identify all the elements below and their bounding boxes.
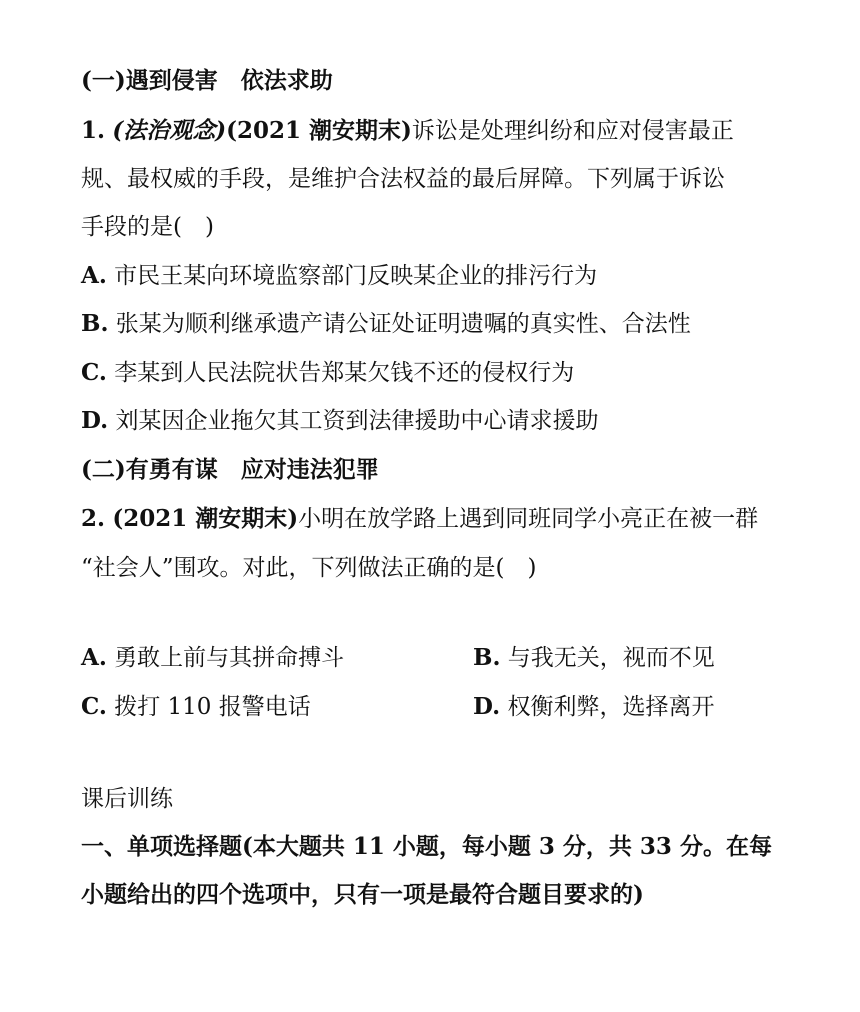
option-letter: D. <box>81 407 109 434</box>
question-2-option-d <box>473 692 714 722</box>
option-text: 勇敢上前与其拼命搏斗 <box>114 645 345 671</box>
question-2-option-c <box>81 692 311 722</box>
option-text: 拨打 110 报警电话 <box>114 694 311 720</box>
question-1-line-1 <box>81 116 820 146</box>
option-text: 市民王某向环境监察部门反映某企业的排污行为 <box>114 263 598 289</box>
question-2-source: (2021 潮安期末) <box>112 505 299 532</box>
question-2-number: 2. <box>81 505 106 532</box>
question-1-tag: (法治观念) <box>112 117 227 144</box>
part-1-heading-line-1: 一、单项选择题(本大题共 11 小题，每小题 3 分，共 33 分。在每 <box>81 833 772 860</box>
question-1-option-a <box>81 261 820 291</box>
question-1-number: 1. <box>81 117 106 144</box>
option-letter: B. <box>473 644 501 671</box>
section-title-2: (二)有勇有谋 应对违法犯罪 <box>81 456 379 483</box>
question-1-stem-part-1: 诉讼是处理纠纷和应对侵害最正 <box>411 118 734 144</box>
section-title-1: (一)遇到侵害 依法求助 <box>81 67 333 94</box>
question-2-stem-part-1: 小明在放学路上遇到同班同学小亮正在被一群 <box>298 506 759 532</box>
question-1-source: (2021 潮安期末) <box>226 117 412 144</box>
option-letter: A. <box>81 644 107 671</box>
question-2-line-2: “社会人”围攻。对此，下列做法正确的是( ) <box>81 555 537 581</box>
question-1-line-2: 规、最权威的手段，是维护合法权益的最后屏障。下列属于诉讼 <box>81 166 725 192</box>
question-1-option-b <box>81 309 820 339</box>
option-letter: C. <box>81 693 107 720</box>
option-text: 与我无关，视而不见 <box>507 645 715 671</box>
option-text: 张某为顺利继承遗产请公证处证明遗嘱的真实性、合法性 <box>115 311 691 337</box>
option-letter: D. <box>473 693 501 720</box>
question-2-line-1 <box>81 504 820 534</box>
option-letter: B. <box>81 310 109 337</box>
question-1-line-3: 手段的是( ) <box>81 214 214 240</box>
option-letter: A. <box>81 262 107 289</box>
question-2-option-a <box>81 643 344 673</box>
option-letter: C. <box>81 359 107 386</box>
option-text: 权衡利弊，选择离开 <box>507 694 715 720</box>
question-2-option-b <box>473 643 715 673</box>
part-1-heading-line-2: 小题给出的四个选项中，只有一项是最符合题目要求的) <box>81 881 644 908</box>
question-1-option-c <box>81 358 820 388</box>
option-text: 刘某因企业拖欠其工资到法律援助中心请求援助 <box>115 408 599 434</box>
after-class-title: 课后训练 <box>81 786 173 812</box>
option-text: 李某到人民法院状告郑某欠钱不还的侵权行为 <box>114 360 575 386</box>
question-1-option-d <box>81 406 820 436</box>
